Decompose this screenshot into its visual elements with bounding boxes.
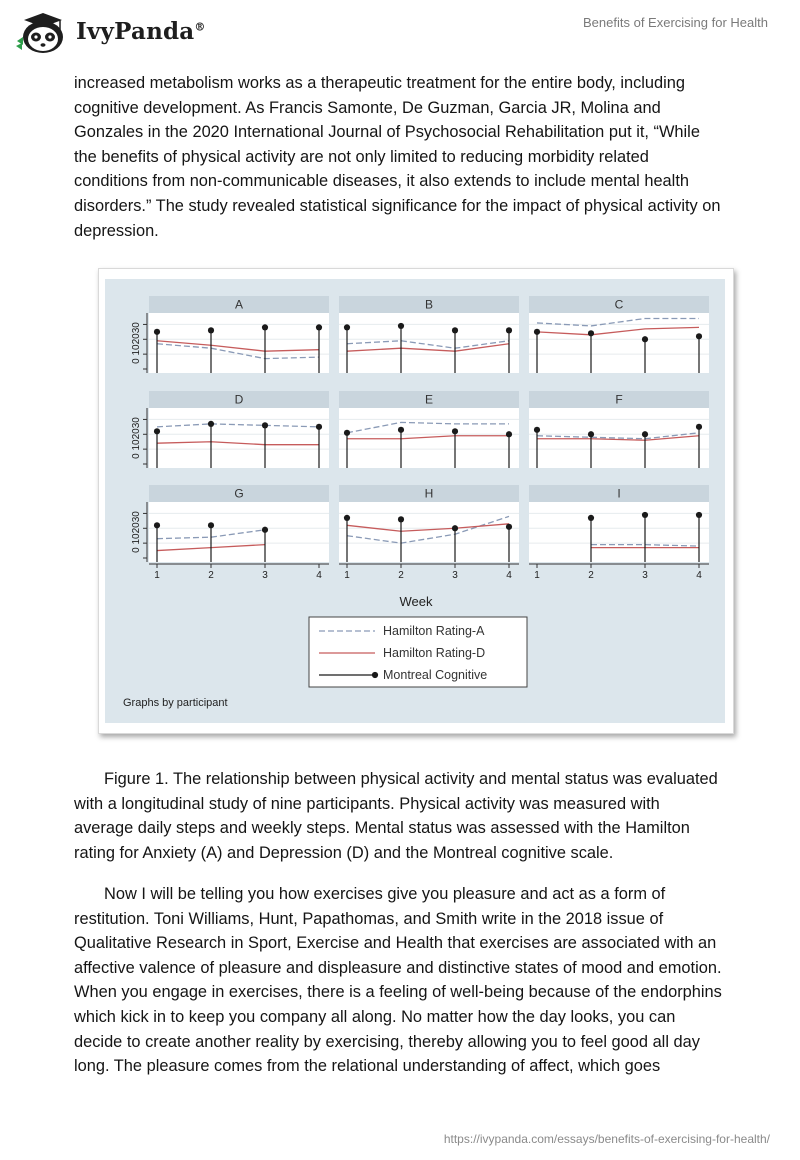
montreal-point-F — [588, 431, 594, 437]
x-tick-label: 4 — [696, 570, 702, 581]
footer-url[interactable]: https://ivypanda.com/essays/benefits-of-exercising-for-health/ — [443, 1132, 770, 1146]
montreal-point-H — [452, 525, 458, 531]
montreal-point-G — [154, 522, 160, 528]
montreal-point-G — [262, 527, 268, 533]
panel-label-G: G — [234, 486, 244, 501]
brand-logo[interactable] — [14, 8, 206, 54]
legend-entry-hamilton-d-label: Hamilton Rating-D — [383, 646, 486, 660]
montreal-point-G — [208, 522, 214, 528]
y-tick-labels: 0 102030 — [131, 417, 142, 459]
x-tick-label: 3 — [262, 570, 268, 581]
x-tick-label: 3 — [452, 570, 458, 581]
x-tick-label: 2 — [398, 570, 404, 581]
panel-area-G — [149, 502, 329, 562]
montreal-point-I — [696, 512, 702, 518]
montreal-point-A — [154, 329, 160, 335]
montreal-point-H — [344, 515, 350, 521]
montreal-point-D — [316, 424, 322, 430]
montreal-point-F — [696, 424, 702, 430]
legend-entry-montreal-label: Montreal Cognitive — [383, 668, 488, 682]
montreal-point-H — [506, 524, 512, 530]
figure-caption: Figure 1. The relationship between physical activity and mental status was evaluated with a longitudinal study of nine participants. Physical activity was measured with average daily steps and weekly steps. Mental status was assessed with the Hamilton rating for Anxiety (A) and Depression (D) and the Montreal cognitive scale. — [74, 770, 718, 862]
x-tick-label: 2 — [588, 570, 594, 581]
montreal-point-B — [452, 327, 458, 333]
montreal-point-C — [588, 330, 594, 336]
montreal-point-E — [344, 430, 350, 436]
montreal-point-E — [398, 427, 404, 433]
panda-logo-icon — [14, 8, 70, 54]
brand-name: IvyPanda® — [76, 17, 206, 45]
figure-1 — [98, 268, 734, 734]
panel-label-I: I — [617, 486, 621, 501]
panel-label-D: D — [234, 392, 244, 407]
document-title: Benefits of Exercising for Health — [583, 15, 768, 30]
panel-label-A: A — [234, 297, 244, 312]
panel-area-A — [149, 313, 329, 373]
panel-label-H: H — [424, 486, 434, 501]
montreal-point-I — [642, 512, 648, 518]
chart-svg — [99, 269, 733, 733]
x-tick-label: 2 — [208, 570, 214, 581]
montreal-point-B — [398, 323, 404, 329]
montreal-point-E — [506, 431, 512, 437]
montreal-point-H — [398, 516, 404, 522]
panel-area-E — [339, 408, 519, 468]
x-tick-label: 4 — [316, 570, 322, 581]
x-axis-title: Week — [399, 594, 433, 609]
montreal-point-F — [642, 431, 648, 437]
body-paragraph-2: Now I will be telling you how exercises give you pleasure and act as a form of restitution. Toni Williams, Hunt, Papathomas, and Smith write in the 2018 issue of Qualitative Research in Sport, Exercise and Health that exercises are associated with an affective valence of pleasure and displeasure and distinctive states of mood and emotion. When you engage in exercises, there is a feeling of well-being because of the endorphins which kick in to keep you company all along. No matter how the day looks, you can decide to create another reality by exercising, thereby allowing you to feel good all day long. The pleasure comes from the relational understanding of affect, which goes — [74, 885, 722, 1076]
panel-area-I — [529, 502, 709, 562]
panel-area-D — [149, 408, 329, 468]
panel-area-H — [339, 502, 519, 562]
montreal-point-A — [262, 324, 268, 330]
panel-label-B: B — [424, 297, 434, 312]
x-tick-label: 3 — [642, 570, 648, 581]
legend-entry-hamilton-a-label: Hamilton Rating-A — [383, 624, 485, 638]
montreal-point-A — [316, 324, 322, 330]
x-tick-label: 1 — [154, 570, 160, 581]
panel-label-C: C — [614, 297, 624, 312]
montreal-point-C — [696, 333, 702, 339]
montreal-point-B — [344, 324, 350, 330]
y-tick-labels: 0 102030 — [131, 511, 142, 553]
montreal-point-I — [588, 515, 594, 521]
legend-entry-montreal-marker — [372, 672, 378, 678]
page-header — [0, 0, 800, 60]
x-tick-label: 1 — [344, 570, 350, 581]
x-tick-label: 4 — [506, 570, 512, 581]
montreal-point-B — [506, 327, 512, 333]
x-tick-label: 1 — [534, 570, 540, 581]
montreal-point-D — [208, 421, 214, 427]
body-paragraph-1: increased metabolism works as a therapeutic treatment for the entire body, including cognitive development. As Francis Samonte, De Guzman, Garcia JR, Molina and Gonzales in the 2020 International Journal of Psychosocial Rehabilitation put it, “While the benefits of physical activity are not only limited to reducing morbidity related conditions from non-communicable diseases, it also extends to include mental health disorders.” The study revealed statistical significance for the impact of physical activity on depression. — [74, 74, 721, 240]
montreal-point-D — [154, 428, 160, 434]
graphs-by-note: Graphs by participant — [123, 697, 228, 709]
montreal-point-C — [534, 329, 540, 335]
montreal-point-E — [452, 428, 458, 434]
montreal-point-A — [208, 327, 214, 333]
y-tick-labels: 0 102030 — [131, 322, 142, 364]
panel-label-F: F — [615, 392, 623, 407]
montreal-point-F — [534, 427, 540, 433]
montreal-point-D — [262, 422, 268, 428]
montreal-point-C — [642, 336, 648, 342]
panel-label-E: E — [424, 392, 434, 407]
